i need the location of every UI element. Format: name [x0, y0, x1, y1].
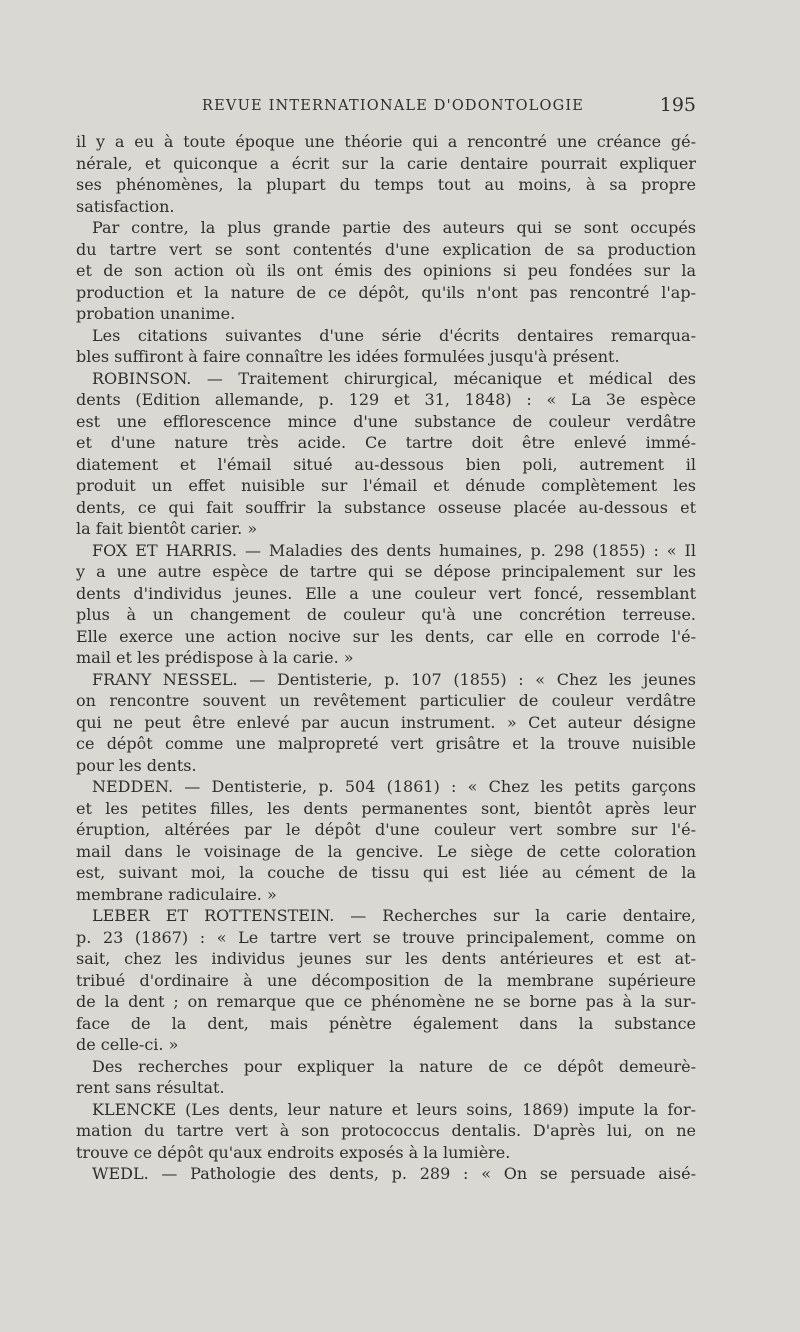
text-line: ROBINSON. — Traitement chirurgical, mécanique et médical des: [92, 368, 696, 388]
text-line: Elle exerce une action nocive sur les dents, car elle en corrode l'é-: [76, 626, 696, 646]
body-text: [76, 131, 696, 1185]
text-line: dents, ce qui fait souffrir la substance osseuse placée au-dessous et: [76, 497, 696, 517]
text-line: tribué d'ordinaire à une décomposition de la membrane supérieure: [76, 970, 696, 990]
text-line: Les citations suivantes d'une série d'écrits dentaires remarqua-: [92, 325, 696, 345]
text-line: dents d'individus jeunes. Elle a une couleur vert foncé, ressemblant: [76, 583, 696, 603]
text-line: de la dent ; on remarque que ce phénomène ne se borne pas à la sur-: [76, 992, 696, 1011]
text-line: pour les dents.: [76, 755, 197, 775]
text-line: y a une autre espèce de tartre qui se dépose principalement sur les: [76, 562, 696, 581]
journal-title: REVUE INTERNATIONALE D'ODONTOLOGIE: [202, 98, 585, 114]
text-line: plus à un changement de couleur qu'à une concrétion terreuse.: [76, 605, 696, 624]
text-line: il y a eu à toute époque une théorie qui a rencontré une créance gé-: [76, 132, 696, 151]
text-line: Des recherches pour expliquer la nature de ce dépôt demeurè-: [92, 1056, 696, 1076]
text-line: mail et les prédispose à la carie. »: [76, 648, 354, 667]
text-line: NEDDEN. — Dentisterie, p. 504 (1861) : « Chez les petits garçons: [92, 777, 696, 796]
text-line: face de la dent, mais pénètre également dans la substance: [76, 1013, 696, 1033]
text-line: et de son action où ils ont émis des opinions si peu fondées sur la: [76, 261, 696, 280]
text-line: mail dans le voisinage de la gencive. Le siège de cette coloration: [76, 841, 696, 861]
text-line: production et la nature de ce dépôt, qu'ils n'ont pas rencontré l'ap-: [76, 282, 696, 302]
text-line: la fait bientôt carier. »: [76, 519, 258, 538]
text-line: p. 23 (1867) : « Le tartre vert se trouve principalement, comme on: [76, 927, 696, 947]
text-line: du tartre vert se sont contentés d'une explication de sa production: [76, 239, 696, 259]
text-line: on rencontre souvent un revêtement particulier de couleur verdâtre: [76, 691, 696, 710]
text-line: produit un effet nuisible sur l'émail et dénude complètement les: [76, 476, 696, 495]
text-line: FRANY NESSEL. — Dentisterie, p. 107 (1855) : « Chez les jeunes: [92, 669, 696, 689]
text-line: diatement et l'émail situé au-dessous bien poli, autrement il: [76, 454, 696, 474]
page-number: 195: [659, 94, 696, 116]
text-line: trouve ce dépôt qu'aux endroits exposés à la lumière.: [76, 1142, 511, 1162]
text-line: Par contre, la plus grande partie des auteurs qui se sont occupés: [92, 218, 696, 237]
text-line: rent sans résultat.: [76, 1078, 225, 1097]
text-line: sait, chez les individus jeunes sur les dents antérieures et est at-: [76, 949, 696, 968]
text-line: bles suffiront à faire connaître les idées formulées jusqu'à présent.: [76, 347, 620, 366]
text-line: probation unanime.: [76, 304, 236, 323]
text-line: de celle-ci. »: [76, 1035, 179, 1054]
text-line: est une efflorescence mince d'une substance de couleur verdâtre: [76, 411, 696, 431]
text-line: satisfaction.: [76, 196, 175, 216]
text-line: dents (Edition allemande, p. 129 et 31, 1848) : « La 3e espèce: [76, 390, 696, 409]
text-line: éruption, altérées par le dépôt d'une couleur vert sombre sur l'é-: [76, 820, 696, 839]
text-line: KLENCKE (Les dents, leur nature et leurs soins, 1869) impute la for-: [92, 1099, 696, 1119]
text-line: membrane radiculaire. »: [76, 884, 277, 904]
text-line: WEDL. — Pathologie des dents, p. 289 : « On se persuade aisé-: [92, 1164, 696, 1183]
text-line: ses phénomènes, la plupart du temps tout au moins, à sa propre: [76, 175, 696, 194]
text-line: FOX ET HARRIS. — Maladies des dents humaines, p. 298 (1855) : « Il: [92, 540, 696, 560]
text-line: nérale, et quiconque a écrit sur la carie dentaire pourrait expliquer: [76, 153, 696, 173]
text-line: qui ne peut être enlevé par aucun instrument. » Cet auteur désigne: [76, 712, 696, 732]
text-line: LEBER ET ROTTENSTEIN. — Recherches sur la carie dentaire,: [92, 906, 696, 925]
text-line: est, suivant moi, la couche de tissu qui est liée au cément de la: [76, 863, 696, 882]
running-header: [76, 96, 696, 120]
text-line: et d'une nature très acide. Ce tartre doit être enlevé immé-: [76, 433, 696, 452]
text-line: mation du tartre vert à son protococcus dentalis. D'après lui, on ne: [76, 1121, 696, 1140]
text-line: et les petites filles, les dents permanentes sont, bientôt après leur: [76, 798, 696, 818]
text-line: ce dépôt comme une malpropreté vert grisâtre et la trouve nuisible: [76, 734, 696, 753]
